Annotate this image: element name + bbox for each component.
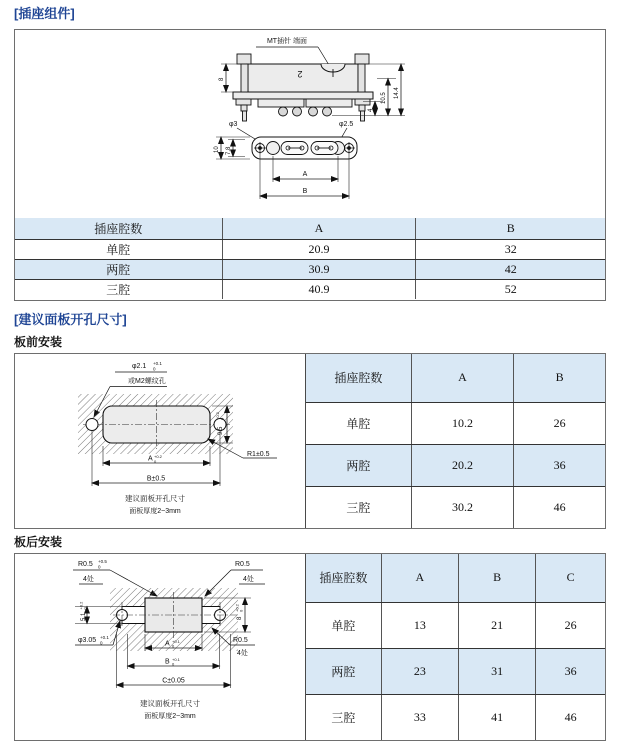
side-view bbox=[219, 36, 405, 121]
flange bbox=[233, 92, 373, 99]
dim-9-5-tol-plus: +0.2 bbox=[215, 412, 220, 420]
dim-8-tol-minus: 0 bbox=[238, 609, 244, 612]
table-header-row bbox=[306, 554, 605, 602]
hole-tol-minus: 0 bbox=[100, 640, 103, 646]
col-header-cavity: 插座腔数 bbox=[306, 354, 411, 402]
dim-7-8: 7.8 bbox=[226, 146, 232, 155]
section-title-socket-assembly: [插座组件] bbox=[14, 6, 75, 21]
cell-b: 21 bbox=[458, 602, 535, 648]
cell-b: 52 bbox=[416, 279, 605, 299]
label-r-br-count: 4处 bbox=[237, 650, 248, 657]
dim-A-tol-minus: 0 bbox=[154, 459, 157, 464]
table-row bbox=[306, 402, 605, 444]
dim-5-1: 5.1 bbox=[81, 612, 87, 621]
hole-tol-plus: +0.1 bbox=[153, 361, 162, 366]
col-header-a: A bbox=[222, 218, 416, 239]
front-mount-panel bbox=[14, 353, 606, 529]
cell-b: 42 bbox=[416, 259, 605, 279]
cell-c: 36 bbox=[536, 648, 605, 694]
dim-10: 10 bbox=[214, 146, 220, 153]
dim-5-1-tol-plus: +0.2 bbox=[78, 601, 84, 610]
cell-a: 13 bbox=[381, 602, 458, 648]
dim-9-5: 9.5 bbox=[218, 426, 224, 435]
cell-cavity: 三腔 bbox=[306, 486, 411, 528]
dim-10-5: 10.5 bbox=[381, 92, 387, 104]
top-view bbox=[214, 121, 357, 199]
dim-A-tol-plus: +0.2 bbox=[154, 454, 162, 459]
dim-A: A bbox=[148, 455, 153, 463]
dim-B-tol-plus: +0.1 bbox=[172, 657, 180, 662]
table-row bbox=[15, 259, 605, 279]
note-cutout: 建议面板开孔尺寸 bbox=[125, 494, 185, 503]
socket-assembly-drawing bbox=[15, 30, 605, 218]
cell-cavity: 三腔 bbox=[15, 279, 222, 299]
note-thickness: 面板厚度2~3mm bbox=[144, 713, 196, 720]
dim-A: A bbox=[302, 171, 308, 178]
note-thickness: 面板厚度2~3mm bbox=[129, 508, 181, 515]
cell-a: 20.9 bbox=[222, 239, 416, 259]
table-row bbox=[306, 486, 605, 528]
dim-14-4: 14.4 bbox=[394, 87, 400, 99]
col-header-cavity: 插座腔数 bbox=[15, 218, 222, 239]
label-hole-dia: φ2.1 bbox=[132, 363, 147, 370]
section-title-panel-cutout: [建议面板开孔尺寸] bbox=[14, 312, 127, 327]
hole-tol-plus: +0.1 bbox=[100, 635, 109, 640]
label-r-br: R0.5 bbox=[233, 637, 248, 644]
label-r1: R1±0.5 bbox=[247, 451, 270, 458]
dim-B-tol-minus: 0 bbox=[172, 661, 175, 667]
table-row bbox=[306, 694, 605, 740]
dim-8: 8 bbox=[219, 77, 225, 81]
cell-cavity: 单腔 bbox=[306, 602, 381, 648]
dim-B: B±0.5 bbox=[146, 475, 166, 483]
cell-a: 20.2 bbox=[411, 444, 514, 486]
dim-8-tol-plus: +0.2 bbox=[234, 604, 240, 612]
cell-a: 30.9 bbox=[222, 259, 416, 279]
dim-C: C±0.05 bbox=[162, 677, 185, 685]
body-marking: 2 bbox=[297, 69, 303, 79]
front-mount-label: 板前安装 bbox=[14, 335, 63, 349]
cell-cavity: 三腔 bbox=[306, 694, 381, 740]
cell-a: 23 bbox=[381, 648, 458, 694]
label-dia-3: φ3 bbox=[229, 121, 238, 128]
socket-assembly-table bbox=[15, 218, 605, 299]
table-row bbox=[306, 602, 605, 648]
front-mount-drawing-pane bbox=[15, 354, 305, 528]
dim-5-1-tol-minus: 0 bbox=[82, 607, 88, 610]
label-r-tr: R0.5 bbox=[235, 561, 250, 568]
cell-b: 32 bbox=[416, 239, 605, 259]
front-mount-drawing bbox=[15, 354, 305, 526]
cell-a: 30.2 bbox=[411, 486, 514, 528]
dim-9-5-tol-minus: 0 bbox=[219, 417, 225, 420]
label-hole-alt: 或M2螺纹孔 bbox=[128, 378, 166, 385]
col-header-a: A bbox=[411, 354, 514, 402]
table-row bbox=[15, 279, 605, 299]
col-header-cavity: 插座腔数 bbox=[306, 554, 381, 602]
label-r-tl: R0.5 bbox=[78, 561, 93, 568]
col-header-b: B bbox=[458, 554, 535, 602]
table-row bbox=[15, 239, 605, 259]
contact-block-right bbox=[306, 99, 352, 107]
screw-hole-left bbox=[267, 142, 280, 155]
cell-b: 46 bbox=[514, 486, 605, 528]
callout-mt-pin-face: MT插针 端面 bbox=[266, 38, 308, 45]
table-row bbox=[306, 648, 605, 694]
cell-a: 33 bbox=[381, 694, 458, 740]
cell-b: 41 bbox=[458, 694, 535, 740]
front-mount-table bbox=[306, 354, 605, 528]
cell-cavity: 两腔 bbox=[15, 259, 222, 279]
label-hole-dia: φ3.05 bbox=[78, 637, 97, 644]
label-dia-2-5: φ2.5 bbox=[339, 121, 354, 128]
dim-B: B bbox=[165, 658, 170, 666]
col-header-b: B bbox=[514, 354, 605, 402]
dim-4: 4 bbox=[368, 108, 374, 112]
cell-cavity: 两腔 bbox=[306, 648, 381, 694]
col-header-a: A bbox=[381, 554, 458, 602]
col-header-c: C bbox=[536, 554, 605, 602]
label-r-tr-count: 4处 bbox=[243, 576, 254, 583]
dim-B: B bbox=[302, 188, 308, 195]
table-header-row bbox=[306, 354, 605, 402]
rear-mount-panel bbox=[14, 553, 606, 741]
cell-c: 46 bbox=[536, 694, 605, 740]
dim-A-tol-minus: 0 bbox=[172, 643, 175, 649]
rear-mount-table-pane bbox=[305, 554, 605, 740]
cell-c: 26 bbox=[536, 602, 605, 648]
dim-8: 8 bbox=[237, 616, 243, 620]
cell-b: 26 bbox=[514, 402, 605, 444]
r-tl-tol-minus: 0 bbox=[98, 564, 101, 570]
rear-mount-label: 板后安装 bbox=[14, 535, 63, 549]
side-hole-left bbox=[86, 419, 98, 431]
rear-mount-drawing-pane bbox=[15, 554, 305, 740]
note-cutout: 建议面板开孔尺寸 bbox=[140, 699, 200, 708]
rear-mount-table bbox=[306, 554, 605, 740]
col-header-b: B bbox=[416, 218, 605, 239]
rear-mount-drawing bbox=[15, 554, 305, 740]
label-r-tl-count: 4处 bbox=[83, 576, 94, 583]
dim-A: A bbox=[165, 640, 170, 648]
table-row bbox=[306, 444, 605, 486]
cell-a: 40.9 bbox=[222, 279, 416, 299]
contact-block-left bbox=[258, 99, 304, 107]
cell-b: 31 bbox=[458, 648, 535, 694]
socket-assembly-panel bbox=[14, 29, 606, 301]
contacts bbox=[279, 107, 332, 116]
cell-cavity: 单腔 bbox=[15, 239, 222, 259]
cell-cavity: 单腔 bbox=[306, 402, 411, 444]
dim-A-tol-plus: +0.1 bbox=[172, 639, 180, 644]
hole-tol-minus: 0 bbox=[153, 366, 156, 372]
table-header-row bbox=[15, 218, 605, 239]
cell-a: 10.2 bbox=[411, 402, 514, 444]
cell-b: 36 bbox=[514, 444, 605, 486]
front-mount-table-pane bbox=[305, 354, 605, 528]
cell-cavity: 两腔 bbox=[306, 444, 411, 486]
r-tl-tol-plus: +0.5 bbox=[98, 559, 107, 564]
